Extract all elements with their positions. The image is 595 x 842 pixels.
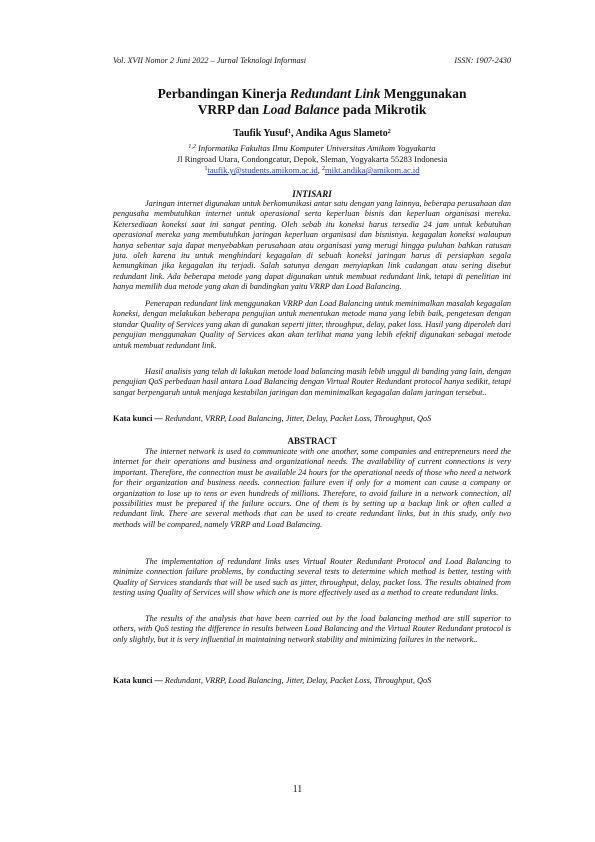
running-header xyxy=(113,56,511,68)
email-link-1[interactable]: taufik.y@students.amikom.ac.id xyxy=(207,165,318,175)
address: Jl Ringroad Utara, Condongcatur, Depok, Sleman, Yogyakarta 55283 Indonesia xyxy=(176,154,448,164)
intisari-paragraph-2: Penerapan redundant link menggunakan VRRP dan Load Balancing untuk meminimalkan masalah kegagalan koneksi, dengan melakukan beberapa pengujian untuk menentukan metode mana yang lebih baik, pengetesan dengan standar Quality of Services yang akan di gunakan seperti jitter, throughput, delay, paket loss. Hasil yang diperoleh dari pengujian menggunakan Quality of Services akan akan terlihat mana yang lebih efektif digunakan sebagai metode untuk membuat redundant link. xyxy=(113,299,511,350)
paper-title xyxy=(113,86,511,118)
abstract-keywords: Kata kunci — Redundant, VRRP, Load Balancing, Jitter, Delay, Packet Loss, Throughput, QoS xyxy=(113,676,432,685)
title-line-2: VRRP dan Load Balance pada Mikrotik xyxy=(197,102,427,117)
issn: ISSN: 1907-2430 xyxy=(454,56,511,65)
emails: $^1$taufik.y@students.amikom.ac.id, $^2$mikt.andika@amikom.ac.id xyxy=(204,165,420,175)
intisari-heading: INTISARI xyxy=(292,189,332,199)
institution: $^{1,2}$ Informatika Fakultas Ilmu Komputer Universitas Amikom Yogyakarta xyxy=(188,143,436,153)
affiliation-block xyxy=(113,143,511,176)
email-link-2[interactable]: mikt.andika@amikom.ac.id xyxy=(325,165,420,175)
abstract-paragraph-1: The internet network is used to communicate with one another, some companies and entrepreneurs need the internet for their operations and business and organizational needs. The availability of current connections is very important. Therefore, the connection must be available 24 hours for the operational needs of those who need a network for their organization and business needs. connection failure even if only for a moment can cause a company or organization to lose up to tens or even hundreds of millions. Therefore, to avoid failure in a network connection, all possibilities must be prepared if the failure occurs. One of them is by setting up a backup link or often called a redundant link. There are several methods that can be used to create redundant links, but in this study, only two methods will be compared, namely VRRP and Load Balancing. xyxy=(113,447,511,529)
abstract-heading: ABSTRACT xyxy=(287,436,337,446)
page-number: 11 xyxy=(292,784,303,795)
author-1: Taufik Yusuf xyxy=(233,128,289,139)
intisari-paragraph-3: Hasil analisis yang telah di lakukan metode load balancing masih lebih unggul di banding yang lain, dengan pengujian QoS perbedaan hasil antara Load Balancing dengan Virtual Router Redundant protocol hanya sedikit, tetapi sangat berpengaruh untuk menjaga kestabilan jaringan dan meminimalkan kegagalan dalam jaringan tersebut.. xyxy=(113,367,511,397)
journal-info: Vol. XVII Nomor 2 Juni 2022 – Jurnal Teknologi Informasi xyxy=(113,56,307,65)
intisari-keywords: Kata kunci — Redundant, VRRP, Load Balancing, Jitter, Delay, Packet Loss, Throughput, QoS xyxy=(113,414,432,423)
author-list: Taufik Yusuf$^1$, Andika Agus Slameto$^2$ xyxy=(233,128,391,139)
intisari-paragraph-1: Jaringan internet digunakan untuk berkomunikasi antar satu dengan yang lainnya, beberapa perusahaan dan pengusaha membutuhkan internet untuk operasional serta keperluan bisnis dan keperluan organisasi mereka. Ketersediaan koneksi saat ini sangat penting. Oleh sebab itu koneksi harus tersedia 24 jam untuk kebutuhan operasional mereka yang membutuhkan jaringan keperluan organisasi dan bisnisnya. kegagalan koneksi walaupun hanya sebentar saja dapat menyebabkan perusahaan atau organisasi yang merugi hingga puluhan bahkan ratusan juta. oleh karena itu untuk menghindari kegagalan di sebuah koneksi jaringan harus di persiapkan segala kemungkinan jika kegagalan itu terjadi. Salah satunya dengan menyiapkan link cadangan atau sering disebut redundant link. Ada beberapa metode yang dapat digunakan untuk membuat redundant link, tetapi di penelitian ini hanya memilih dua metode yang akan di bandingkan yaitu VRRP dan Load Balancing. xyxy=(113,199,511,292)
abstract-paragraph-3: The results of the analysis that have been carried out by the load balancing method are still superior to others, with QoS testing the difference in results between Load Balancing and the Virtual Router Redundant protocol is only slightly, but it is very influential in maintaining network stability and minimizing failures in the network.. xyxy=(113,614,511,644)
author-2: Andika Agus Slameto xyxy=(295,128,388,139)
title-line-1: Perbandingan Kinerja Redundant Link Menggunakan xyxy=(157,86,467,101)
abstract-paragraph-2: The implementation of redundant links uses Virtual Router Redundant Protocol and Load Balancing to minimize connection failure problems, by conducting several tests to determine which method is better, testing with Quality of Services standards that will be used such as jitter, throughput, delay, packet loss. The results obtained from testing using Quality of Services will show which one is more effectively used as a method to create redundant links. xyxy=(113,557,511,598)
